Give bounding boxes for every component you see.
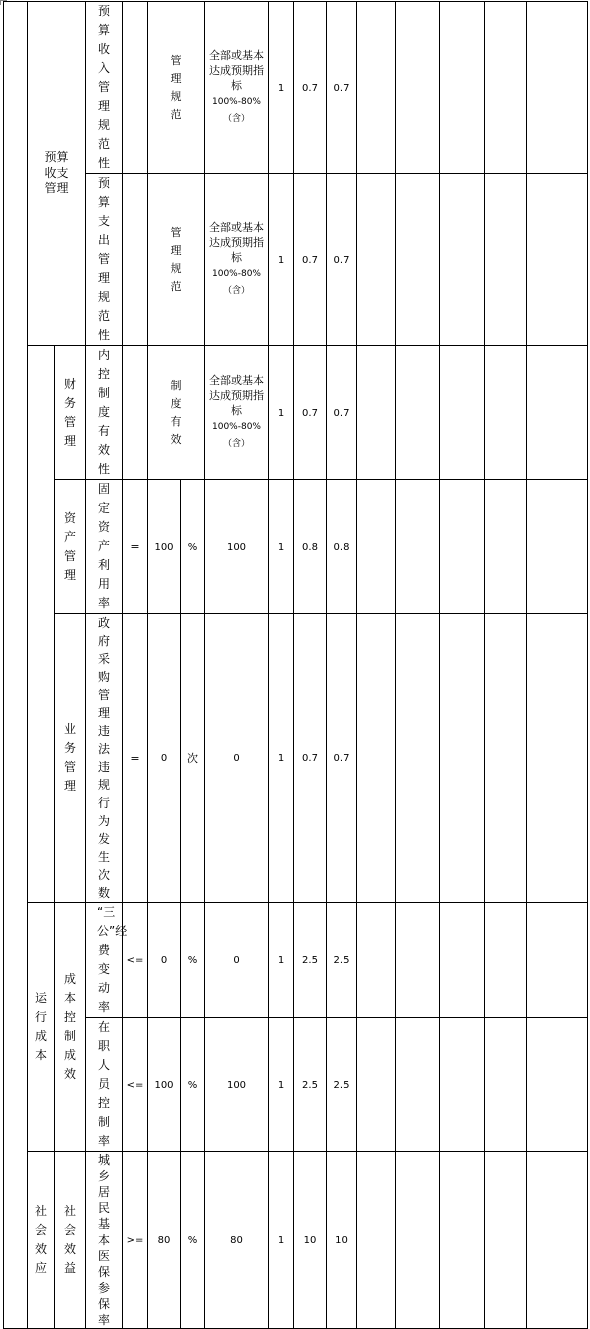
- empty-cell: [440, 614, 485, 903]
- score-cell: [294, 1018, 327, 1152]
- standard-cell: [205, 2, 269, 174]
- empty-cell: [527, 1152, 588, 1329]
- standard-main: 100: [226, 1079, 247, 1091]
- indicator-name: 预算收入管理规范性: [97, 4, 110, 170]
- operator-cell: [123, 346, 148, 480]
- empty-cell: [485, 1018, 527, 1152]
- standard-main: 全部或基本达成预期指标: [209, 374, 264, 417]
- final-score: 10: [335, 1235, 348, 1246]
- weight: 1: [277, 1235, 285, 1246]
- standard-cell: [205, 346, 269, 480]
- operator-cell: [123, 1018, 148, 1152]
- table-row: [4, 346, 588, 480]
- table-row: [4, 1152, 588, 1329]
- level2-label: 预算收支管理: [44, 150, 69, 196]
- target-value: 80: [157, 1235, 171, 1246]
- empty-cell: [396, 2, 440, 174]
- final-cell: [327, 480, 357, 614]
- indicator-cell: [86, 1152, 123, 1329]
- empty-cell: [485, 1152, 527, 1329]
- final-score: 0.7: [333, 82, 350, 94]
- final-score: 0.7: [333, 753, 350, 764]
- empty-cell: [396, 1152, 440, 1329]
- standard-cell: [205, 480, 269, 614]
- empty-cell: [485, 2, 527, 174]
- score-cell: [294, 2, 327, 174]
- performance-indicator-table: [3, 1, 588, 1329]
- score-cell: [294, 903, 327, 1018]
- level2-label: 社会效应: [34, 1204, 47, 1275]
- unit-cell: [181, 1152, 205, 1329]
- standard-main: 0: [233, 955, 240, 966]
- level2-cell: [28, 2, 86, 346]
- final-cell: [327, 903, 357, 1018]
- standard-main: 100: [226, 541, 247, 553]
- table-row: [4, 174, 588, 346]
- operator: <=: [126, 955, 144, 966]
- score-cell: [294, 174, 327, 346]
- empty-cell: [357, 346, 396, 480]
- empty-cell: [485, 614, 527, 903]
- target-cell: [148, 903, 181, 1018]
- empty-cell: [440, 346, 485, 480]
- empty-cell: [440, 903, 485, 1018]
- indicator-cell: [86, 174, 123, 346]
- target-value: 0: [160, 955, 168, 966]
- operator-cell: [123, 903, 148, 1018]
- empty-cell: [357, 174, 396, 346]
- weight: 1: [277, 1079, 285, 1091]
- unit-cell: [181, 480, 205, 614]
- table-row: [4, 614, 588, 903]
- weight-cell: [269, 1152, 294, 1329]
- empty-cell: [527, 480, 588, 614]
- unit: %: [187, 1235, 198, 1246]
- empty-cell: [396, 1018, 440, 1152]
- operator: <=: [126, 1079, 144, 1091]
- standard-main: 0: [233, 753, 240, 764]
- standard-range: 100%-80%（含）: [212, 97, 261, 124]
- level3-label: 社会效益: [63, 1204, 76, 1275]
- empty-cell: [357, 1152, 396, 1329]
- indicator-cell: [86, 614, 123, 903]
- unit: 次: [187, 751, 198, 765]
- weight: 1: [277, 407, 285, 419]
- standard-main: 80: [230, 1235, 243, 1246]
- empty-cell: [440, 480, 485, 614]
- table-row: [4, 2, 588, 174]
- score-cell: [294, 480, 327, 614]
- final-cell: [327, 1152, 357, 1329]
- score: 0.7: [302, 407, 318, 419]
- table-row: [4, 903, 588, 1018]
- indicator-name: “三公”经费变动率: [97, 905, 128, 1014]
- level3-label: 业务管理: [63, 722, 76, 793]
- target-cell: [148, 174, 205, 346]
- level3-label: 资产管理: [63, 510, 76, 582]
- weight-cell: [269, 2, 294, 174]
- indicator-name: 预算支出管理规范性: [97, 176, 110, 342]
- table-row: [4, 1018, 588, 1152]
- final-score: 2.5: [333, 955, 350, 966]
- empty-cell: [527, 903, 588, 1018]
- level3-cell: [55, 1152, 86, 1329]
- target-cell: [148, 1152, 181, 1329]
- operator-cell: [123, 480, 148, 614]
- indicator-name: 固定资产利用率: [97, 482, 110, 610]
- empty-cell: [396, 614, 440, 903]
- target-value: 管理规范: [170, 225, 182, 293]
- empty-cell: [440, 1152, 485, 1329]
- operator-cell: [123, 614, 148, 903]
- empty-cell: [357, 903, 396, 1018]
- empty-cell: [527, 174, 588, 346]
- weight: 1: [277, 254, 285, 266]
- level3-label: 财务管理: [63, 376, 76, 448]
- standard-cell: [205, 1018, 269, 1152]
- standard-main: 全部或基本达成预期指标: [209, 221, 264, 264]
- operator: =: [130, 540, 140, 553]
- weight-cell: [269, 480, 294, 614]
- empty-cell: [527, 346, 588, 480]
- level2-cell: [28, 346, 55, 903]
- final-score: 2.5: [333, 1079, 350, 1091]
- weight-cell: [269, 1018, 294, 1152]
- operator-cell: [123, 174, 148, 346]
- unit: %: [187, 955, 198, 966]
- final-score: 0.8: [333, 541, 350, 553]
- score: 0.7: [302, 254, 318, 266]
- empty-cell: [396, 480, 440, 614]
- score: 2.5: [302, 1079, 318, 1091]
- weight-cell: [269, 903, 294, 1018]
- empty-cell: [396, 346, 440, 480]
- unit: %: [187, 541, 198, 553]
- target-cell: [148, 480, 181, 614]
- final-cell: [327, 1018, 357, 1152]
- indicator-cell: [86, 2, 123, 174]
- empty-cell: [357, 614, 396, 903]
- operator-cell: [123, 2, 148, 174]
- operator: >=: [126, 1235, 144, 1246]
- level3-cell: [55, 480, 86, 614]
- score-cell: [294, 1152, 327, 1329]
- empty-cell: [485, 903, 527, 1018]
- score: 0.7: [302, 753, 318, 764]
- empty-cell: [357, 2, 396, 174]
- level1-cell: [4, 2, 28, 1329]
- weight: 1: [277, 541, 285, 553]
- target-value: 管理规范: [170, 53, 182, 121]
- unit-cell: [181, 614, 205, 903]
- score: 0.8: [302, 541, 318, 553]
- indicator-cell: [86, 480, 123, 614]
- level3-cell: [55, 903, 86, 1152]
- standard-main: 全部或基本达成预期指标: [209, 49, 264, 92]
- empty-cell: [527, 1018, 588, 1152]
- empty-cell: [440, 2, 485, 174]
- unit: %: [187, 1079, 198, 1091]
- level2-label: 运行成本: [34, 991, 47, 1062]
- level3-cell: [55, 346, 86, 480]
- target-cell: [148, 1018, 181, 1152]
- empty-cell: [485, 480, 527, 614]
- indicator-cell: [86, 346, 123, 480]
- indicator-cell: [86, 903, 128, 1018]
- empty-cell: [357, 480, 396, 614]
- standard-cell: [205, 1152, 269, 1329]
- indicator-name: 内控制度有效性: [97, 348, 110, 476]
- empty-cell: [527, 614, 588, 903]
- target-cell: [148, 2, 205, 174]
- target-value: 100: [154, 541, 174, 553]
- empty-cell: [440, 174, 485, 346]
- score: 2.5: [302, 955, 318, 966]
- unit-cell: [181, 903, 205, 1018]
- weight: 1: [277, 955, 285, 966]
- table-row: [4, 480, 588, 614]
- final-score: 0.7: [333, 407, 350, 419]
- final-cell: [327, 346, 357, 480]
- empty-cell: [357, 1018, 396, 1152]
- score: 0.7: [302, 82, 318, 94]
- standard-range: 100%-80%（含）: [212, 422, 261, 449]
- indicator-name: 政府采购管理违法违规行为发生次数: [97, 616, 110, 900]
- empty-cell: [527, 2, 588, 174]
- target-cell: [148, 346, 205, 480]
- weight-cell: [269, 174, 294, 346]
- weight: 1: [277, 82, 285, 94]
- standard-cell: [205, 614, 269, 903]
- level2-cell: [28, 903, 55, 1152]
- target-value: 制度有效: [170, 378, 182, 446]
- operator-cell: [123, 1152, 148, 1329]
- indicator-cell: [86, 1018, 123, 1152]
- weight-cell: [269, 346, 294, 480]
- score-cell: [294, 614, 327, 903]
- target-value: 0: [160, 753, 168, 764]
- final-cell: [327, 614, 357, 903]
- target-value: 100: [154, 1079, 174, 1091]
- standard-cell: [205, 174, 269, 346]
- standard-cell: [205, 903, 269, 1018]
- level3-label: 成本控制成效: [63, 972, 76, 1081]
- standard-range: 100%-80%（含）: [212, 269, 261, 296]
- weight: 1: [277, 753, 285, 764]
- indicator-name: 城乡居民基本医保参保率: [97, 1153, 110, 1327]
- score-cell: [294, 346, 327, 480]
- empty-cell: [440, 1018, 485, 1152]
- target-cell: [148, 614, 181, 903]
- empty-cell: [485, 346, 527, 480]
- indicator-name: 在职人员控制率: [97, 1020, 110, 1148]
- empty-cell: [396, 174, 440, 346]
- final-cell: [327, 2, 357, 174]
- level3-cell: [55, 614, 86, 903]
- unit-cell: [181, 1018, 205, 1152]
- final-score: 0.7: [333, 254, 350, 266]
- final-cell: [327, 174, 357, 346]
- empty-cell: [485, 174, 527, 346]
- operator: =: [130, 751, 140, 765]
- weight-cell: [269, 614, 294, 903]
- level2-cell: [28, 1152, 55, 1329]
- empty-cell: [396, 903, 440, 1018]
- score: 10: [303, 1235, 317, 1246]
